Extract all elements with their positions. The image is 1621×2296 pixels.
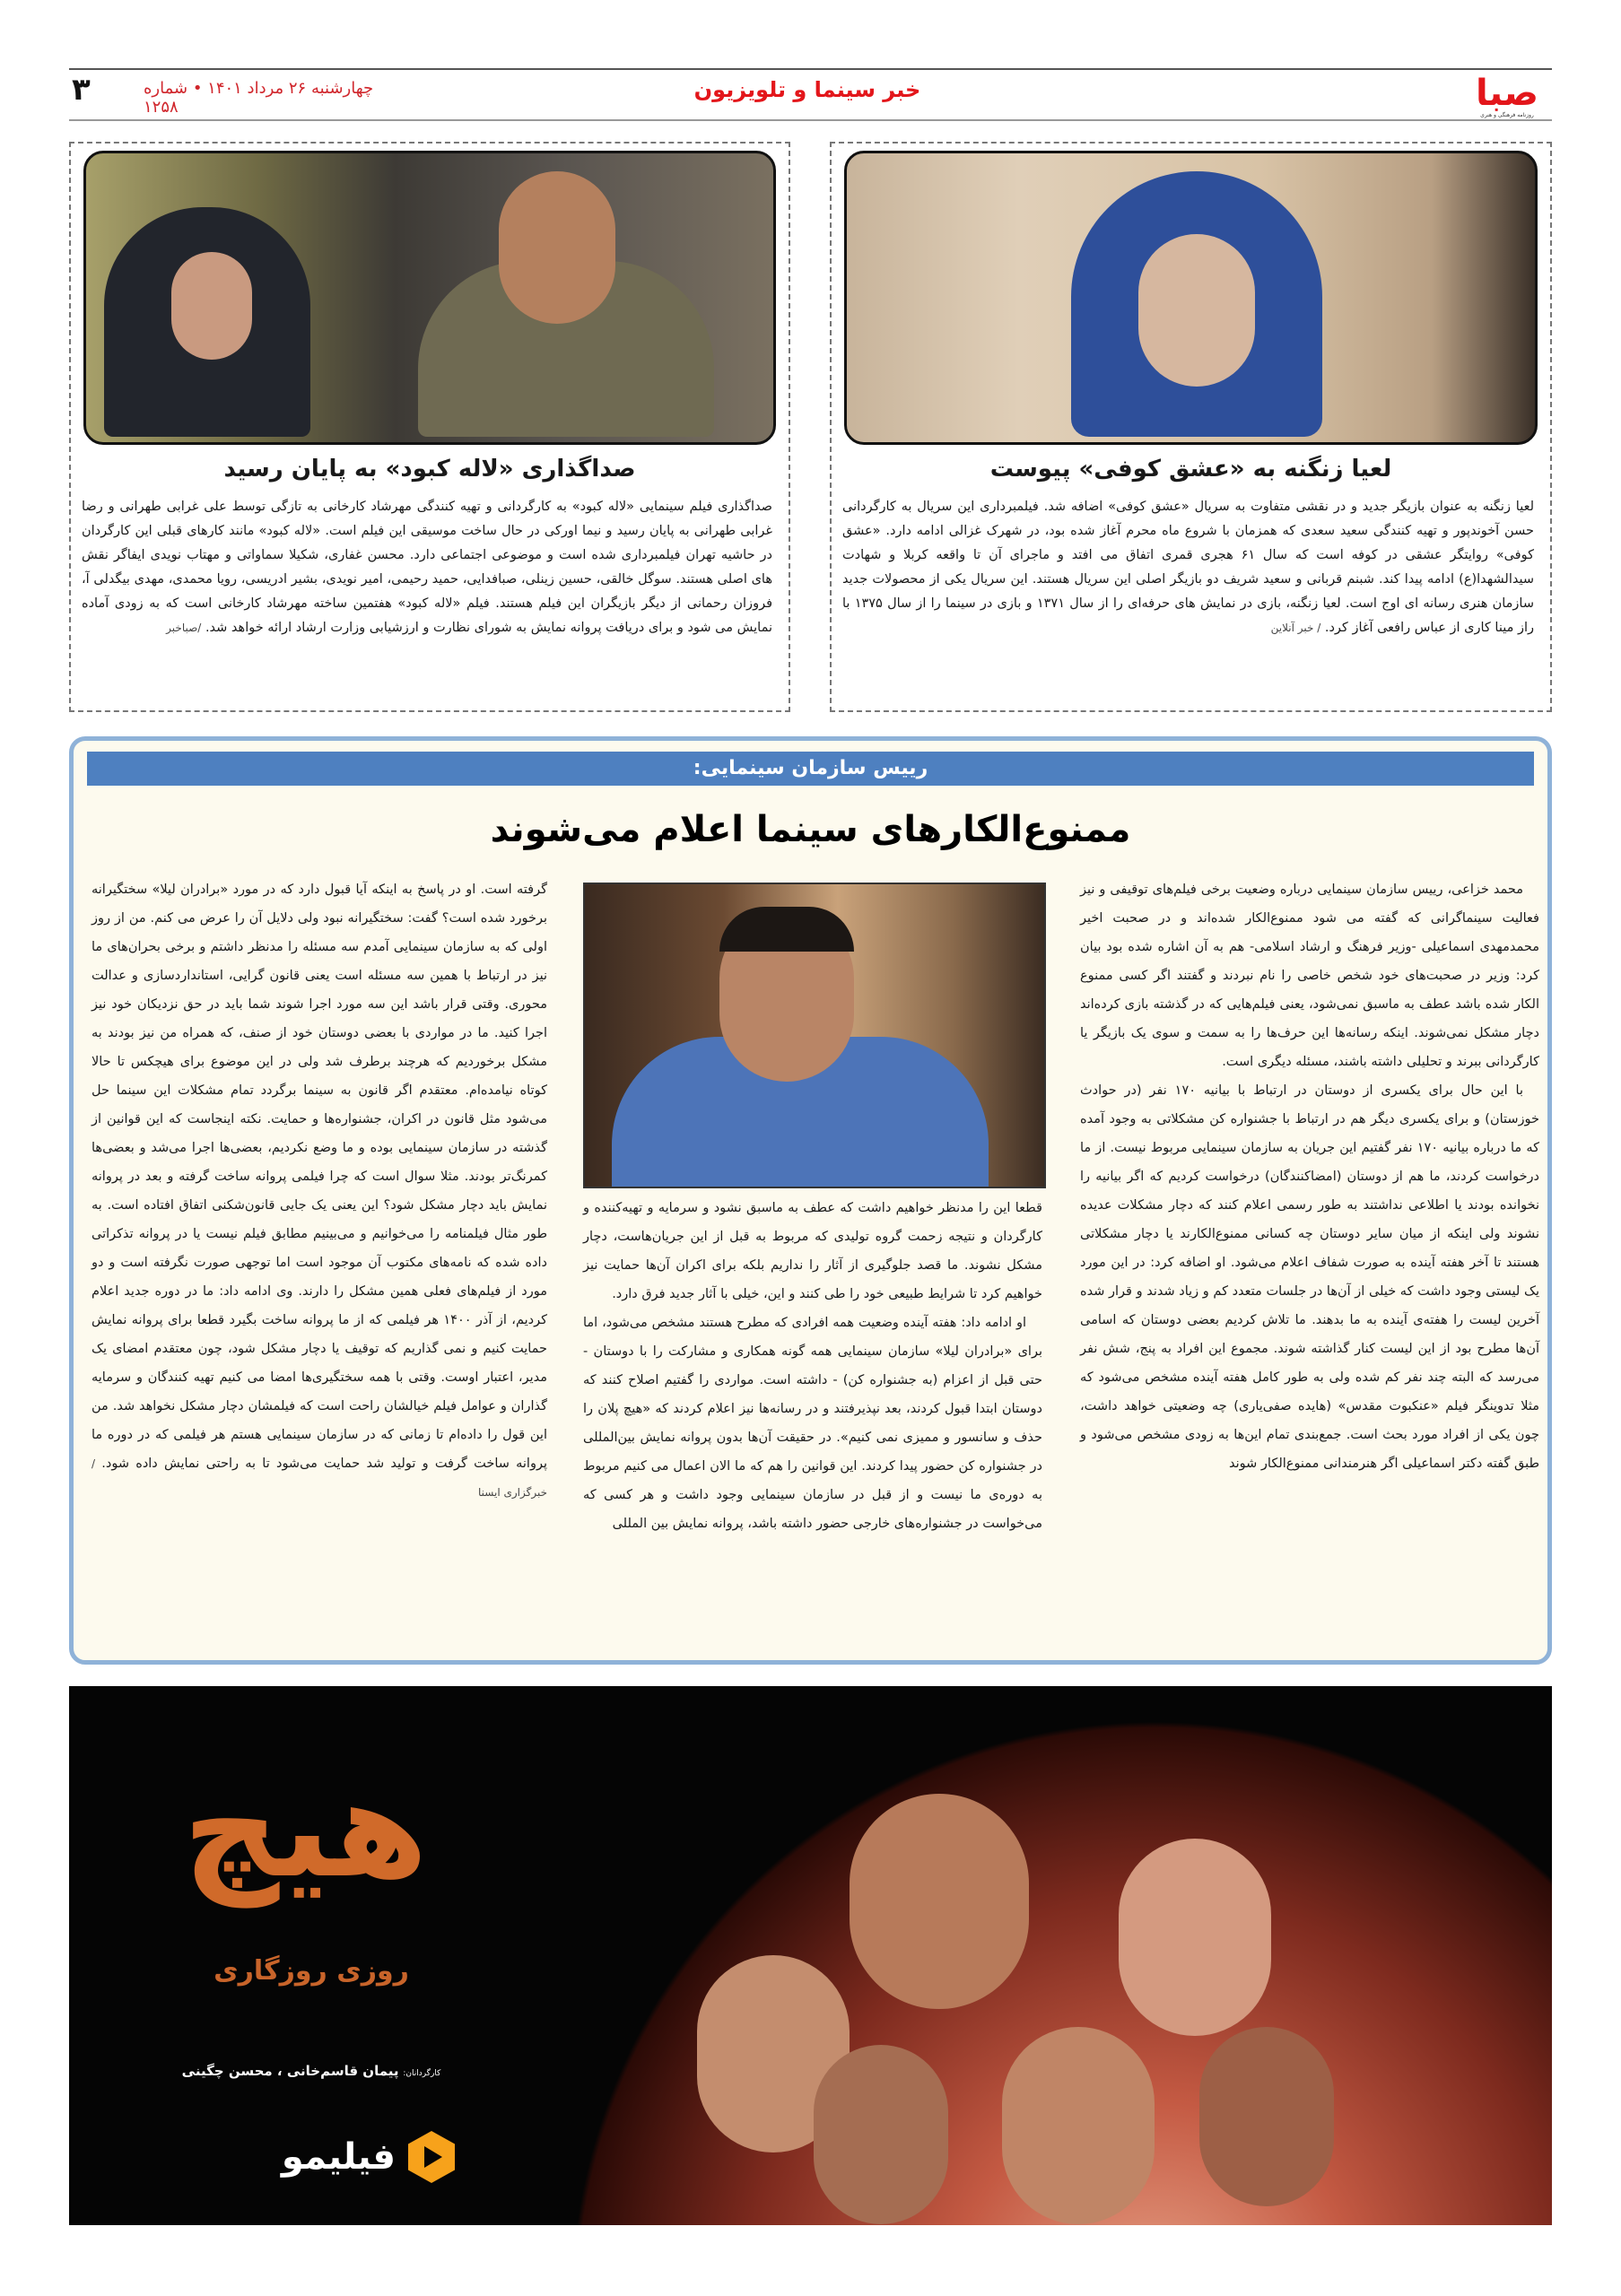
article-headline: ممنوع‌الکارهای سینما اعلام می‌شوند bbox=[490, 809, 1131, 850]
news-title: صداگذاری «لاله کبود» به پایان رسید bbox=[223, 456, 636, 483]
article-kicker: رییس سازمان سینمایی: bbox=[87, 752, 1534, 786]
page-number: ۳ bbox=[72, 72, 91, 108]
advertisement-hich[interactable] bbox=[69, 1686, 1552, 2225]
newspaper-logo: صبا روزنامه فرهنگی و هنری bbox=[1476, 73, 1538, 118]
news-body: لعیا زنگنه به عنوان بازیگر جدید و در نقشی متفاوت به سریال «عشق کوفی» اضافه شد. فیلمبرداری این سریال به کارگردانی حسن آخوندپور و تهیه کنندگی سعید سعدی که همزمان با شروع ماه محرم آغاز شده بود، در شهرک غزالی ادامه دارد. «عشق کوفی» روایتگر عشقی در کوفه است که سال ۶۱ هجری قمری اتفاق می افتد و ماجرای آن تا واقعه کربلا و شهادت سیدالشهدا(ع) ادامه پیدا کند. شبنم قربانی و سعید شریف دو بازیگر اصلی این سریال هستند. این سریال یکی از محصولات جدید سازمان هنری رسانه ای اوج است. لعیا زنگنه، بازی در نمایش های حرفه‌ای را از سال ۱۳۷۱ و بازی در سینما را از سال ۱۳۷۵ با راز مینا کاری از عباس رافعی آغاز کرد. / خبر آنلاین bbox=[842, 500, 1534, 635]
article-column-left bbox=[92, 875, 547, 1507]
news-source: / خبر آنلاین bbox=[1270, 622, 1321, 634]
news-photo-two-actors bbox=[83, 151, 776, 445]
section-title: خبر سینما و تلویزیون bbox=[693, 77, 921, 102]
news-source: /صباخبر bbox=[166, 622, 202, 634]
header-bottom-rule bbox=[69, 119, 1552, 121]
poster-character bbox=[1119, 1839, 1271, 2036]
dateline: چهارشنبه ۲۶ مرداد ۱۴۰۱ • شماره ۱۲۵۸ bbox=[144, 79, 374, 117]
news-item-laleh-kabood bbox=[69, 142, 790, 712]
news-item-zangeneh bbox=[830, 142, 1552, 712]
poster-character bbox=[814, 2045, 948, 2224]
photo-mohammad-khazaei bbox=[583, 883, 1046, 1188]
paragraph: محمد خزاعی، رییس سازمان سینمایی درباره وضعیت برخی فیلم‌های توقیفی و نیز فعالیت سینماگرانی که گفته می شود ممنوع‌الکار شده‌اند و در صحبت اخیر محمدمهدی اسماعیلی -وزیر فرهنگ و ارشاد اسلامی- هم به آن اشاره شده بود بیان کرد: وزیر در صحبت‌های خود شخص خاصی را نام نبردند و گفتند اگر کسی ممنوع الکار شده باشد عطف به ماسبق نمی‌شود، یعنی فیلم‌هایی که در گذشته بازی کرده‌اند دچار مشکل نمی‌شوند. اینکه رسانه‌ها این حرف‌ها را به سمت و سوی یک بازیگر یا کارگردانی ببرند و تحلیلی داشته باشند، مسئله دیگری است. bbox=[1080, 883, 1539, 1069]
poster-character bbox=[850, 1794, 1029, 2009]
paragraph: او ادامه داد: هفته آینده وضعیت همه افرادی که مطرح هستند مشخص می‌شود، اما برای «برادران لیلا» سازمان سینمایی همه گونه همکاری و مشارکت را با دوستان - حتی قبل از اعزام (به جشنواره کن) - داشته است. مواردی را گفتیم اصلاح کنند که دوستان ابتدا قبول کردند، بعد نپذیرفتند و در رسانه‌ها نیز اعلام کردند که «هیچ پلان را حذف و سانسور و ممیزی نمی کنیم». در حقیقت آن‌ها بدون پروانه نمایش بین‌المللی در جشنواره کن حضور پیدا کردند. این قوانین را هم که ما الان اعمال می کنیم مربوط به دوره‌ی ما نیست و از قبل در سازمان سینمایی وجود داشت و هر کسی که می‌خواست در جشنواره‌های خارجی حضور داشته باشد، پروانه نمایش بین المللی bbox=[583, 1316, 1042, 1531]
news-body: صداگذاری فیلم سینمایی «لاله کبود» به کارگردانی و تهیه کنندگی مهرشاد کارخانی به تازگی توسط علی غرابی طهرانی و رضا غرابی طهرانی به پایان رسید و نیما اورکی در حال ساخت موسیقی این فیلم است. «لاله کبود» مانند کارهای قبلی این کارگردان در حاشیه تهران فیلمبرداری شده است و موضوعی اجتماعی دارد. محسن غفاری، شکیلا سماواتی و مهتاب نویدی ایفاگر نقش های اصلی هستند. سوگل خالقی، حسین زینلی، صبافدایی، حمید رحیمی، امیر نویدی، بشیر ادریسی، رویا محمدی، مهدی بیگدلی آ، فروزان رحمانی از دیگر بازیگران این فیلم هستند. فیلم «لاله کبود» هفتمین ساخته مهرشاد کارخانی است که به زودی آماده نمایش می شود و برای دریافت پروانه نمایش به شورای نظارت و ارزشیابی وزارت ارشاد ارائه خواهد شد. /صباخبر bbox=[82, 500, 772, 635]
brand-name: فیلیمو bbox=[281, 2136, 396, 2178]
paragraph: گرفته است. او در پاسخ به اینکه آیا قبول دارد که در مورد «برادران لیلا» سختگیرانه برخورد شده است؟ گفت: سختگیرانه نبود ولی دلایل آن را عرض می کنم. من از روز اولی که به سازمان سینمایی آمدم سه مسئله را مدنظر داشتم و برخی بحران‌های ما نیز در ارتباط با همین سه مسئله است یعنی قانون گرایی، استانداردسازی و عدالت محوری. وقتی قرار باشد این سه مورد اجرا شوند شما باید در حق نزدیکان خود نیز اجرا کنید. ما در مواردی با بعضی دوستان خود از صنف، که همراه من نیز بودند به مشکل برخوردیم که هرچند برطرف شد ولی در این موضوع برای هیچکس تا حالا کوتاه نیامده‌ام. معتقدم اگر قانون به سینما برگردد تمام مشکلات این سینما حل می‌شود مثل قانون در اکران، جشنواره‌ها و حمایت. نکته اینجاست که این قوانین از گذشته در سازمان سینمایی بوده و ما وضع نکردیم، بعضی‌ها اجرا می‌شد و بعضی‌ها کمرنگ‌تر بودند. مثلا سوال است که چرا فیلمی پروانه ساخت گرفته و بعد در پروانه نمایش باید دچار مشکل شود؟ این یعنی یک جایی قانون‌شکنی اتفاق افتاده است. به طور مثال فیلمنامه را می‌خوانیم و می‌بینیم مطابق فیلم نیست یا در پروانه تذکراتی داده شده که نامه‌های مکتوب آن موجود است اما توجهی صورت نگرفته است و دو مورد از فیلم‌های فعلی همین مشکل را دارند. وی ادامه داد: ما در دوره جدید اعلام کردیم، از آذر ۱۴۰۰ هر فیلمی که از ما پروانه ساخت بگیرد قطعا برای پروانه نمایش حمایت کنیم و نمی گذاریم که توقیف یا دچار مشکل شود، چون معتقدم امضای یک مدیر، اعتبار اوست. وقتی با همه سختگیری‌ها امضا می کنیم تهیه کنندگان و سرمایه گذاران و عوامل فیلم خیالشان راحت است که فیلمشان دچار مشکل نخواهد شد. من این قول را داده‌ام تا زمانی که در سازمان سینمایی هستم هر فیلمی که در دوره ما پروانه ساخت گرفت و تولید شد حمایت می‌شود تا به راحتی نمایش داده شود. /خبرگزاری ایسنا bbox=[92, 883, 548, 1499]
main-article bbox=[69, 736, 1552, 1665]
ad-subtitle: روزی روزگاری bbox=[214, 1955, 409, 1987]
poster-character bbox=[1199, 2027, 1334, 2206]
article-column-right bbox=[1080, 875, 1539, 1478]
paragraph: قطعا این را مدنظر خواهیم داشت که عطف به ماسبق نشود و سرمایه و تهیه‌کننده و کارگردان و نتیجه زحمت گروه تولیدی که مربوط به قبل از این جریان‌هاست، دچار مشکل نشوند. ما قصد جلوگیری از آثار را نداریم بلکه برای اکران آن‌ها حمایت نیز خواهیم کرد تا شرایط طبیعی خود را طی کنند و این، خیلی با آثار جدید فرق دارد. bbox=[583, 1201, 1042, 1301]
filimo-logo bbox=[231, 2126, 455, 2188]
ad-title-calligraphy: هیچ bbox=[182, 1752, 428, 1908]
article-column-middle bbox=[583, 1194, 1042, 1538]
news-title: لعیا زنگنه به «عشق کوفی» پیوست bbox=[989, 456, 1392, 483]
article-source: /خبرگزاری ایسنا bbox=[92, 1457, 547, 1499]
top-rule bbox=[69, 68, 1552, 70]
paragraph: با این حال برای یکسری از دوستان در ارتباط با بیانیه ۱۷۰ نفر (در حوادث خوزستان) و برای یکسری دیگر هم در ارتباط با جشنواره کن مشکلاتی به وجود آمده که ما درباره بیانیه ۱۷۰ نفر گفتیم این جریان به سازمان سینمایی مربوط نیست. از ما درخواست کردند، ما هم از دوستان (امضاکنندگان) درخواست کردیم که اگر بیانیه را نخوانده بودند یا اطلاعی نداشتند به طور رسمی اعلام کنند که دچار مشکلات عدیده نشوند ولی اینکه از میان سایر دوستان چه کسانی ممنوع‌الکارند یا دچار مشکلاتی هستند تا آخر هفته آینده به صورت شفاف اعلام می‌شود. او اضافه کرد: در این مورد یک لیستی وجود داشت که خیلی از آن‌ها در جلسات متعدد کم و زیاد شدند و قرار شده آخرین لیست را هفته‌ی آینده به ما بدهند. ما تلاش کردیم بعضی دوستان که اسامی آن‌ها مطرح بود از این لیست کنار گذاشته شوند. مجموع این افراد به پنج، شش نفر می‌رسد که البته چند نفر کم شده ولی به طور کامل هفته آینده مشخص می‌شود که مثلا تدوینگر فیلم «عنکبوت مقدس» (هایده صفی‌یاری) چه وضعیتی خواهد داشت، چون یکی از افراد مورد بحث است. جمع‌بندی تمام این‌ها به زودی مشخص می‌شود و طبق گفته دکتر اسماعیلی اگر هنرمندانی ممنوع‌الکار شوند bbox=[1080, 1083, 1540, 1471]
play-icon bbox=[408, 2131, 455, 2183]
ad-directors: کارگردانان: پیمان قاسم‌خانی ، محسن چگینی bbox=[181, 2063, 441, 2079]
poster-character bbox=[1002, 2027, 1155, 2224]
news-photo-woman-blue-hijab bbox=[844, 151, 1538, 445]
